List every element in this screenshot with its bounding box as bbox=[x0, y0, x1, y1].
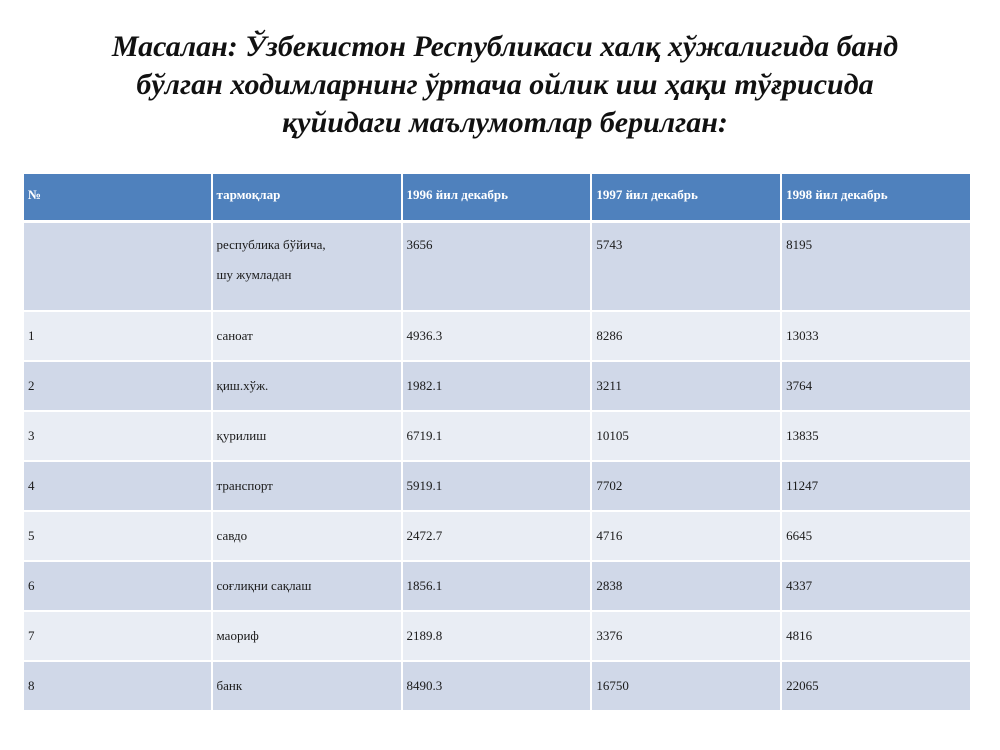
cell-1997: 3376 bbox=[592, 612, 782, 662]
cell-sector-line-1: республика бўйича, bbox=[216, 237, 326, 252]
table-row bbox=[24, 562, 970, 612]
cell-sector: савдо bbox=[213, 512, 403, 562]
table-row bbox=[24, 612, 970, 662]
cell-1997: 2838 bbox=[592, 562, 782, 612]
cell-1998: 8195 bbox=[782, 223, 970, 312]
cell-1996: 8490.3 bbox=[403, 662, 593, 712]
table-row bbox=[24, 312, 970, 362]
cell-1998: 13033 bbox=[782, 312, 970, 362]
slide-title-line-1: Масалан: Ўзбекистон Республикаси халқ хўжалигида банд bbox=[111, 30, 899, 63]
cell-sector: соғлиқни сақлаш bbox=[213, 562, 403, 612]
cell-number: 8 bbox=[24, 662, 213, 712]
cell-1996: 2472.7 bbox=[403, 512, 593, 562]
cell-1998: 11247 bbox=[782, 462, 970, 512]
cell-sector: маориф bbox=[213, 612, 403, 662]
header-1997: 1997 йил декабрь bbox=[592, 174, 782, 223]
cell-sector: қурилиш bbox=[213, 412, 403, 462]
cell-number: 5 bbox=[24, 512, 213, 562]
cell-sector-line-2: шу жумладан bbox=[216, 267, 292, 282]
cell-1997: 8286 bbox=[592, 312, 782, 362]
cell-1998: 4337 bbox=[782, 562, 970, 612]
cell-1997: 10105 bbox=[592, 412, 782, 462]
cell-number bbox=[24, 223, 213, 312]
cell-sector: саноат bbox=[213, 312, 403, 362]
cell-1998: 22065 bbox=[782, 662, 970, 712]
table-header-row bbox=[24, 174, 970, 223]
cell-sector bbox=[213, 223, 403, 312]
cell-1997: 7702 bbox=[592, 462, 782, 512]
header-1998: 1998 йил декабрь bbox=[782, 174, 970, 223]
slide-title bbox=[40, 28, 970, 142]
header-number: № bbox=[24, 174, 213, 223]
cell-number: 7 bbox=[24, 612, 213, 662]
cell-1998: 6645 bbox=[782, 512, 970, 562]
table-row bbox=[24, 362, 970, 412]
cell-1996: 6719.1 bbox=[403, 412, 593, 462]
cell-1998: 13835 bbox=[782, 412, 970, 462]
table-row bbox=[24, 412, 970, 462]
slide-title-line-3: қуйидаги маълумотлар берилган: bbox=[282, 106, 728, 139]
cell-number: 3 bbox=[24, 412, 213, 462]
cell-1998: 4816 bbox=[782, 612, 970, 662]
table-row bbox=[24, 662, 970, 712]
table-row bbox=[24, 512, 970, 562]
cell-1996: 3656 bbox=[403, 223, 593, 312]
cell-1998: 3764 bbox=[782, 362, 970, 412]
cell-number: 1 bbox=[24, 312, 213, 362]
cell-1996: 5919.1 bbox=[403, 462, 593, 512]
cell-1997: 3211 bbox=[592, 362, 782, 412]
cell-number: 2 bbox=[24, 362, 213, 412]
cell-1996: 1982.1 bbox=[403, 362, 593, 412]
header-1996: 1996 йил декабрь bbox=[403, 174, 593, 223]
cell-1996: 2189.8 bbox=[403, 612, 593, 662]
cell-1997: 16750 bbox=[592, 662, 782, 712]
cell-1997: 5743 bbox=[592, 223, 782, 312]
cell-1996: 4936.3 bbox=[403, 312, 593, 362]
cell-number: 6 bbox=[24, 562, 213, 612]
cell-1996: 1856.1 bbox=[403, 562, 593, 612]
cell-sector: банк bbox=[213, 662, 403, 712]
cell-number: 4 bbox=[24, 462, 213, 512]
table-row-total bbox=[24, 223, 970, 312]
table-row bbox=[24, 462, 970, 512]
cell-1997: 4716 bbox=[592, 512, 782, 562]
salary-table bbox=[24, 174, 970, 712]
slide-title-line-2: бўлган ходимларнинг ўртача ойлик иш ҳақи тўғрисида bbox=[136, 68, 874, 101]
cell-sector: транспорт bbox=[213, 462, 403, 512]
cell-sector: қиш.хўж. bbox=[213, 362, 403, 412]
header-sector: тармоқлар bbox=[213, 174, 403, 223]
